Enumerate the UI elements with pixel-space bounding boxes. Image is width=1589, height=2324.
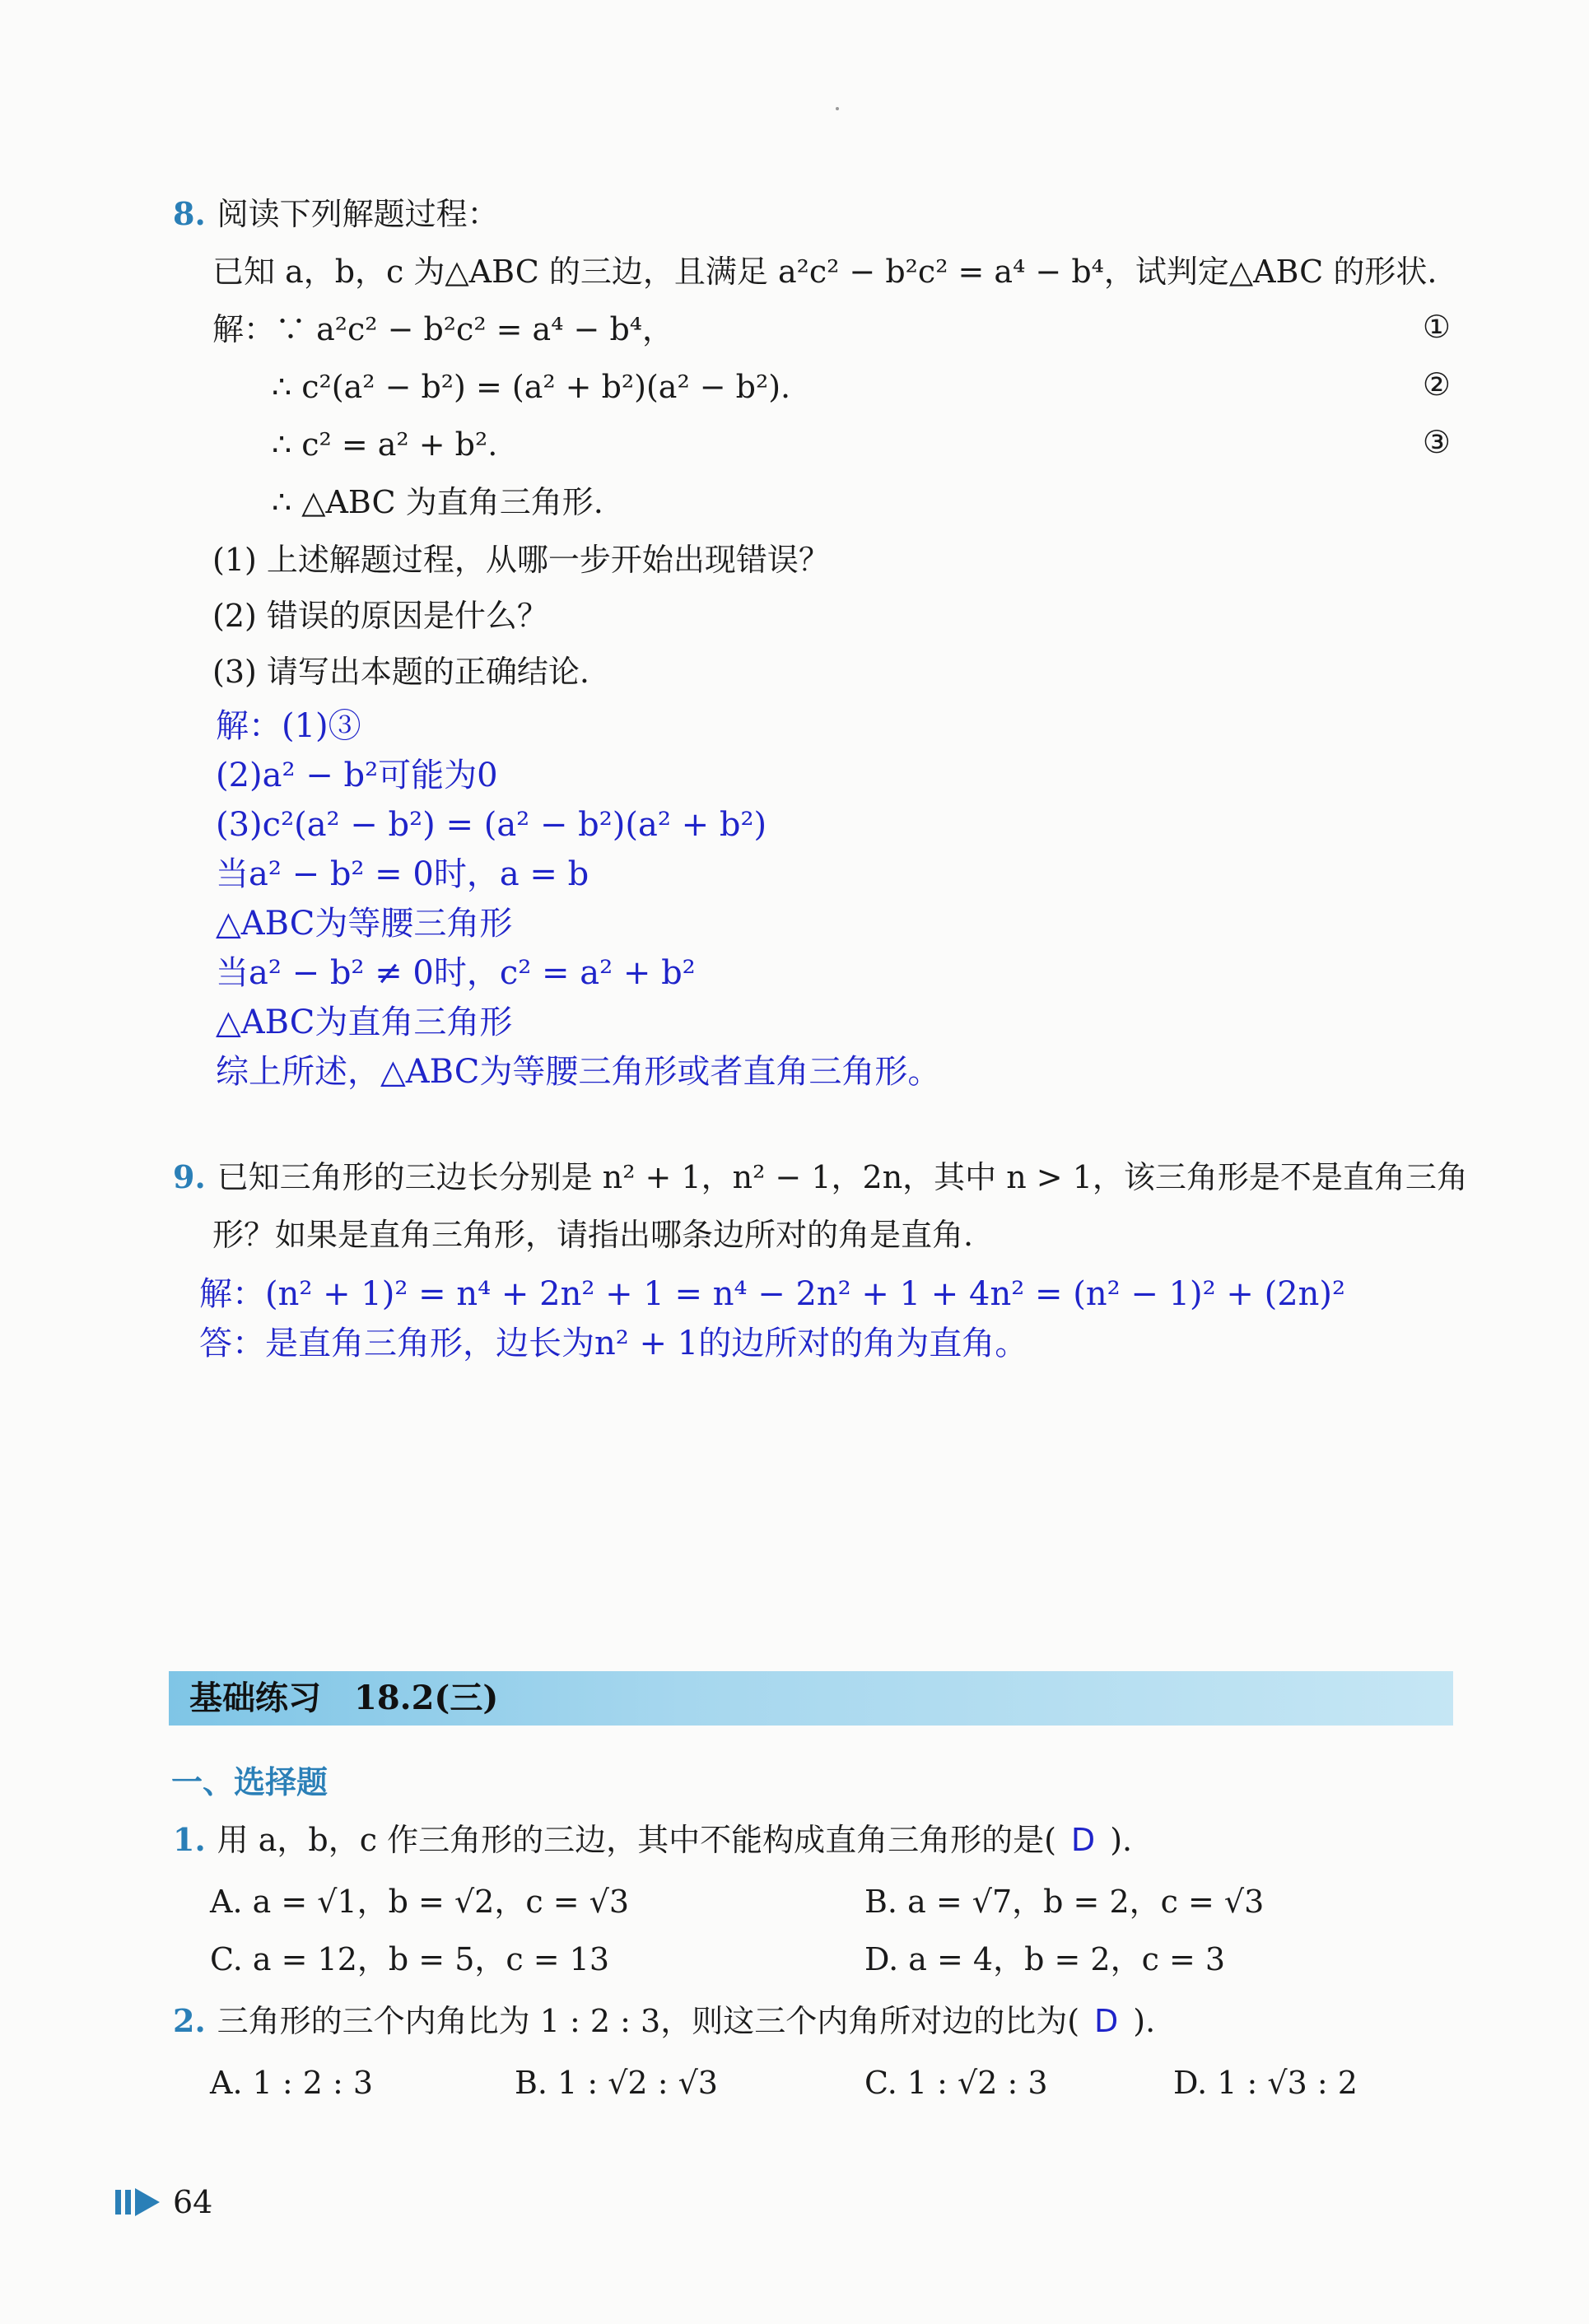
choice-1-option-a: A. a = √1，b = √2，c = √3 bbox=[210, 1884, 630, 1920]
choice-1-option-b: B. a = √7，b = 2，c = √3 bbox=[864, 1884, 1265, 1920]
q8-answer-2: (2)a² − b²可能为0 bbox=[216, 757, 498, 794]
choice-1-stem bbox=[173, 1819, 1132, 1861]
q8-answer-1: 解：(1)③ bbox=[216, 707, 361, 745]
choice-2-answer: D bbox=[1094, 2003, 1119, 2039]
choice-2-option-b: B. 1 : √2 : √3 bbox=[515, 2065, 718, 2101]
step-marker-2: ② bbox=[1422, 366, 1451, 403]
q8-step-1: 解：∵ a²c² − b²c² = a⁴ − b⁴， bbox=[212, 311, 673, 347]
q8-sub-2: (2) 错误的原因是什么？ bbox=[212, 598, 548, 634]
q8-sub-3: (3) 请写出本题的正确结论. bbox=[212, 654, 589, 690]
choice-1-option-c: C. a = 12，b = 5，c = 13 bbox=[210, 1941, 610, 1977]
q8-stem: 已知 a，b，c 为△ABC 的三边，且满足 a²c² − b²c² = a⁴ − b⁴，试判定△ABC 的形状. bbox=[212, 254, 1438, 290]
choice-2-close: ). bbox=[1133, 2003, 1156, 2039]
q9-stem-text: 已知三角形的三边长分别是 n² + 1，n² − 1，2n，其中 n > 1，该三角形是不是直角三角 bbox=[217, 1159, 1468, 1195]
choice-2-text: 三角形的三个内角比为 1 : 2 : 3，则这三个内角所对边的比为( bbox=[217, 2003, 1080, 2039]
q8-answer-6: 当a² − b² ≠ 0时，c² = a² + b² bbox=[216, 954, 696, 992]
q8-answer-5: △ABC为等腰三角形 bbox=[216, 905, 513, 943]
question-number: 9. bbox=[173, 1158, 206, 1195]
question-number: 1. bbox=[173, 1821, 206, 1858]
q8-step-2: ∴ c²(a² − b²) = (a² + b²)(a² − b²). bbox=[272, 369, 791, 405]
q8-sub-1: (1) 上述解题过程，从哪一步开始出现错误？ bbox=[212, 542, 830, 578]
question-number: 8. bbox=[173, 195, 206, 232]
section-header-bar bbox=[169, 1671, 1453, 1726]
q8-step-3: ∴ c² = a² + b². bbox=[272, 426, 498, 463]
choice-2-option-a: A. 1 : 2 : 3 bbox=[210, 2065, 374, 2101]
page-arrow-icon bbox=[115, 2188, 165, 2218]
choice-2-stem bbox=[173, 2000, 1155, 2042]
page-number: 64 bbox=[173, 2184, 213, 2220]
choice-1-option-d: D. a = 4，b = 2，c = 3 bbox=[864, 1941, 1226, 1977]
question-number: 2. bbox=[173, 2002, 206, 2039]
choice-1-answer: D bbox=[1070, 1822, 1096, 1858]
step-marker-1: ① bbox=[1422, 309, 1451, 345]
q8-answer-3: (3)c²(a² − b²) = (a² − b²)(a² + b²) bbox=[216, 806, 767, 844]
q9-answer-1: 解：(n² + 1)² = n⁴ + 2n² + 1 = n⁴ − 2n² + 1 + 4n² = (n² − 1)² + (2n)² bbox=[199, 1275, 1346, 1313]
q8-answer-7: △ABC为直角三角形 bbox=[216, 1004, 513, 1041]
print-dot bbox=[836, 107, 839, 110]
q8-title-line bbox=[173, 193, 499, 235]
section-title: 基础练习 18.2(三) bbox=[189, 1679, 499, 1717]
q9-stem-line-2: 形？如果是直角三角形，请指出哪条边所对的角是直角. bbox=[212, 1217, 974, 1253]
q9-answer-2: 答：是直角三角形，边长为n² + 1的边所对的角为直角。 bbox=[199, 1325, 1028, 1362]
q8-answer-8: 综上所述，△ABC为等腰三角形或者直角三角形。 bbox=[216, 1053, 941, 1091]
q8-step-4: ∴ △ABC 为直角三角形. bbox=[272, 484, 603, 520]
q8-title: 阅读下列解题过程： bbox=[217, 196, 499, 232]
section-subheading: 一、选择题 bbox=[171, 1764, 329, 1800]
choice-2-option-d: D. 1 : √3 : 2 bbox=[1173, 2065, 1358, 2101]
choice-1-close: ). bbox=[1110, 1822, 1133, 1858]
q8-answer-4: 当a² − b² = 0时，a = b bbox=[216, 855, 589, 893]
q9-stem-line-1 bbox=[173, 1157, 1468, 1198]
step-marker-3: ③ bbox=[1422, 424, 1451, 460]
choice-1-text: 用 a，b，c 作三角形的三边，其中不能构成直角三角形的是( bbox=[217, 1822, 1056, 1858]
choice-2-option-c: C. 1 : √2 : 3 bbox=[864, 2065, 1048, 2101]
